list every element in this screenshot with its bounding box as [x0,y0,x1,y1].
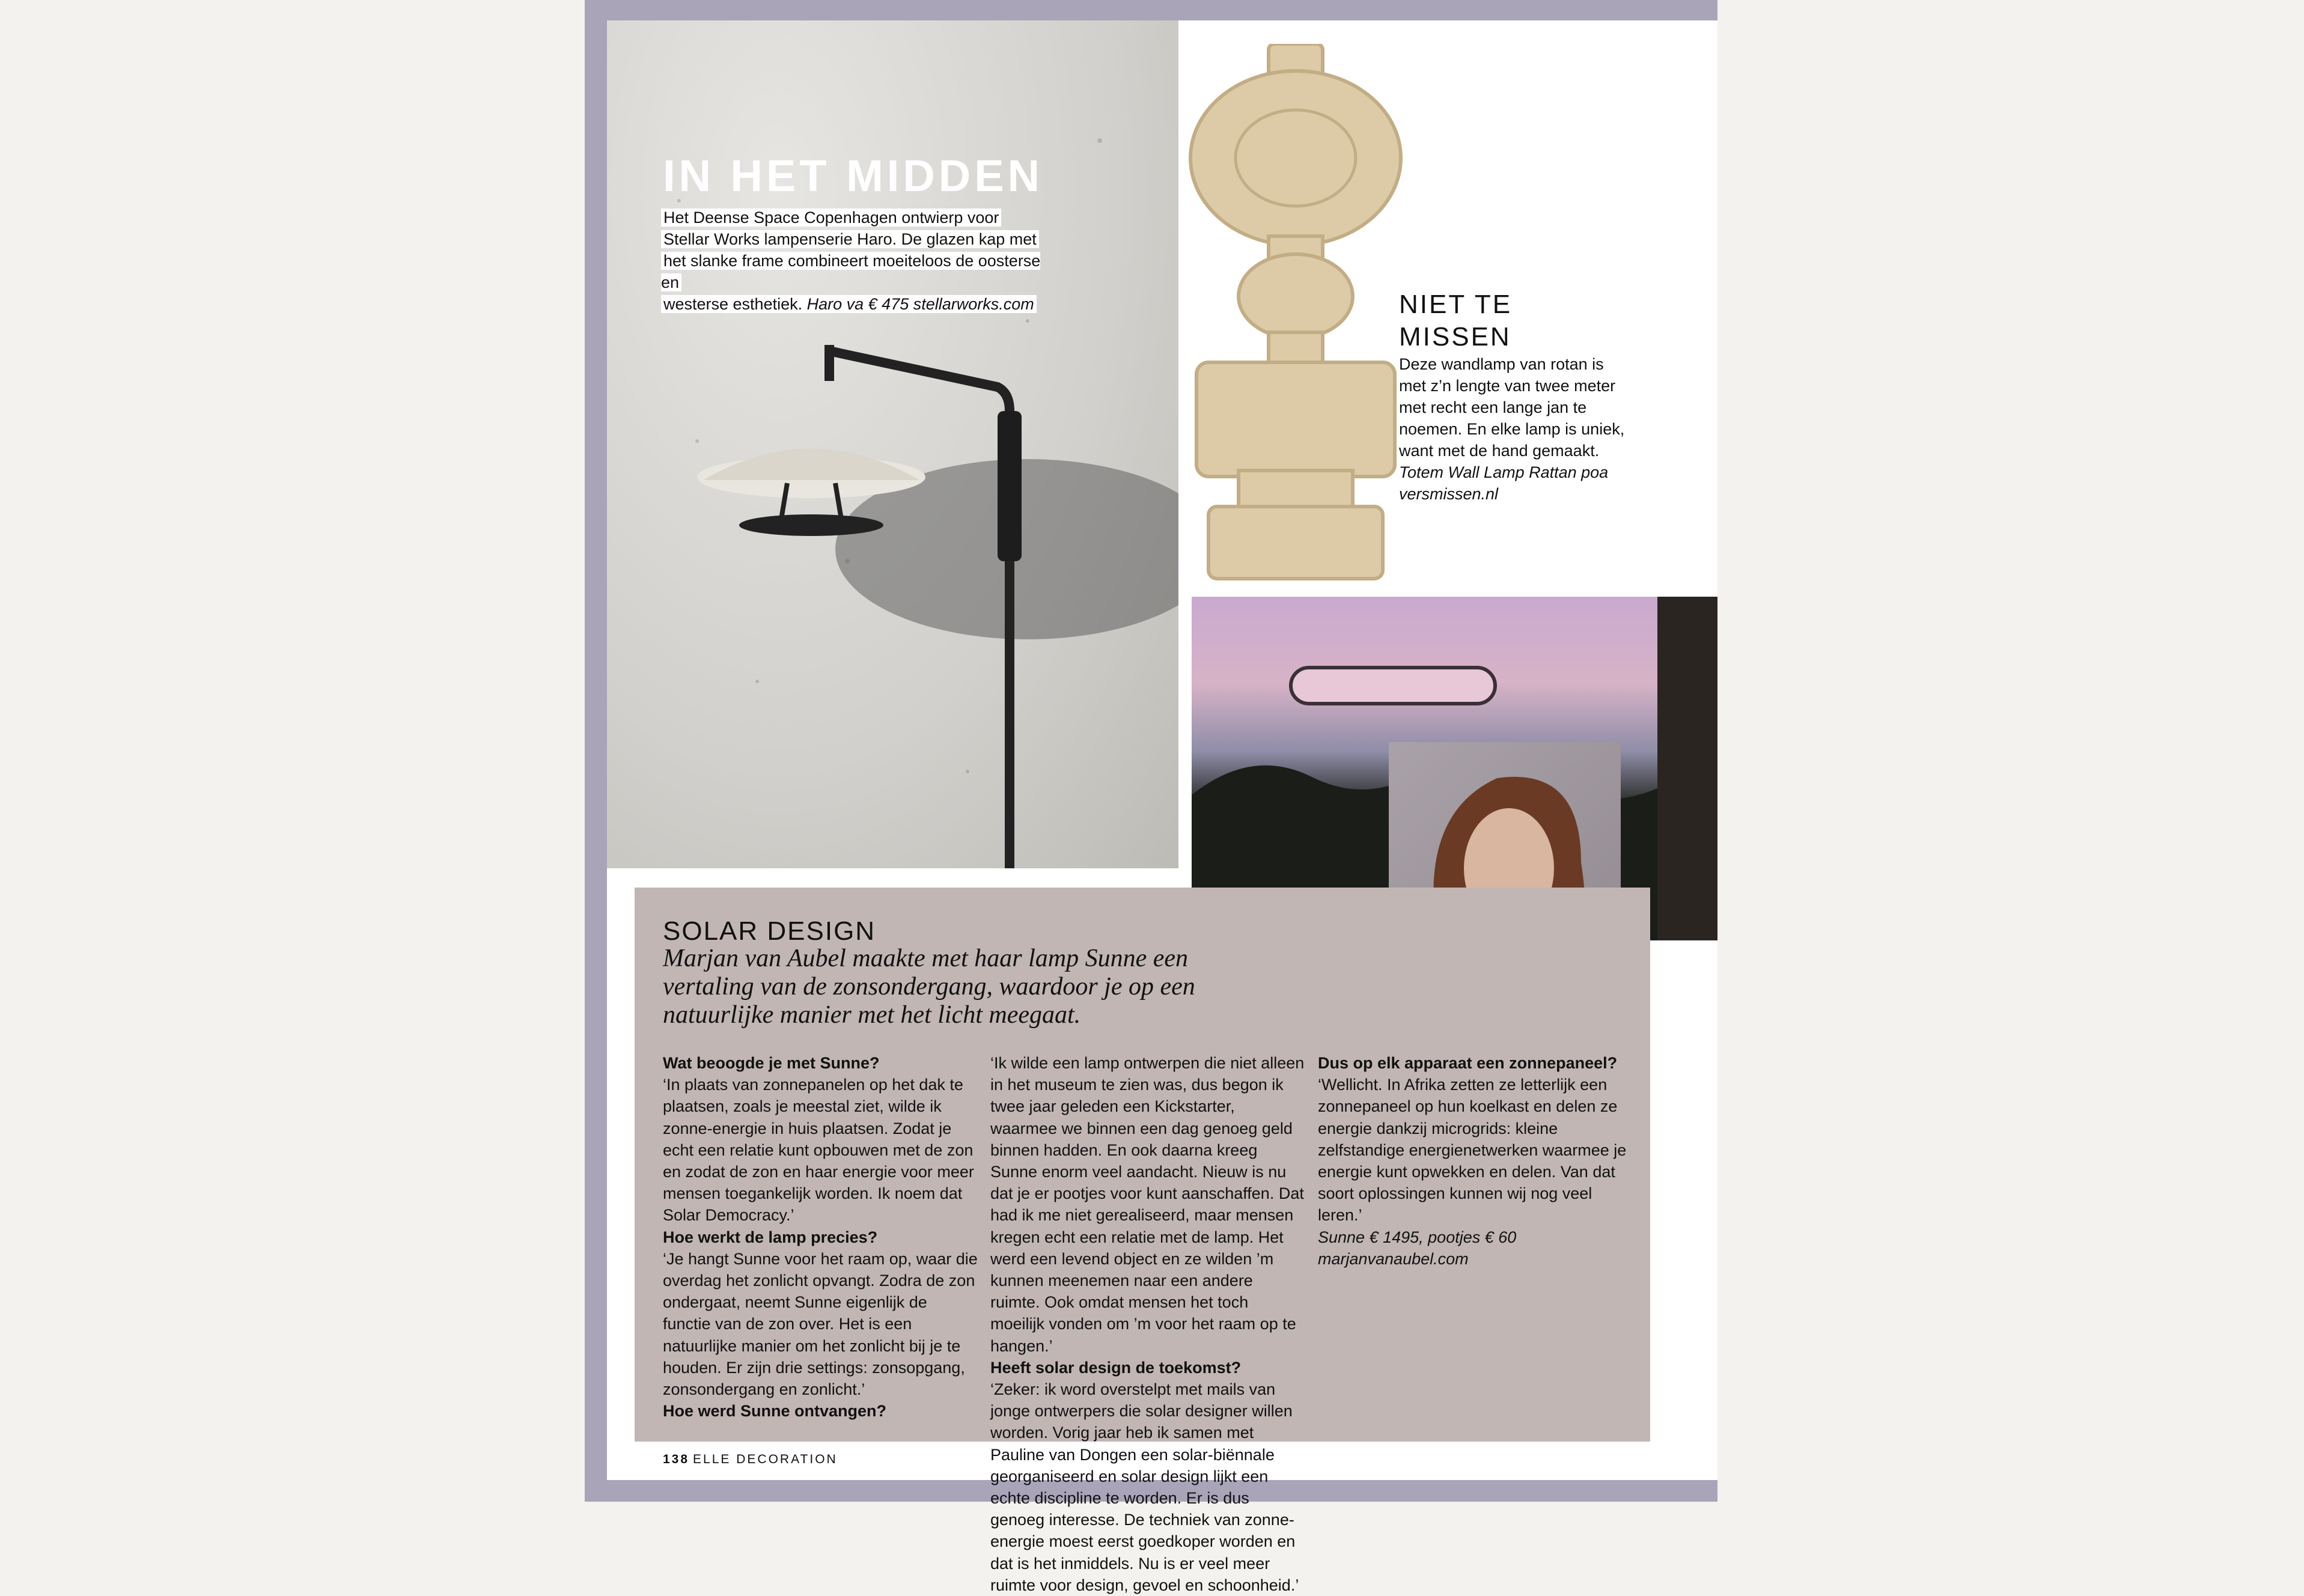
niet-te-missen-credit: Totem Wall Lamp Rattan poa versmissen.nl [1399,463,1609,503]
rattan-totem-lamp-photo [1184,44,1407,585]
answer: ‘Wellicht. In Afrika zetten ze letterlijk een zonnepaneel op hun koelkast en delen ze energie dankzij microgrids: kleine zelfstandige energienetwerken waarmee je energie kunt opwekken en delen. Van dat soort oplossingen kunnen wij nog veel leren.’ [1318,1076,1627,1225]
caption-line: het slanke frame combineert moeiteloos de oosterse en [661,252,1041,291]
haro-caption [661,207,1046,315]
magazine-page [585,0,1717,1594]
page-number: 138 [663,1452,690,1466]
sunne-price-credit: Sunne € 1495, pootjes € 60 [1318,1228,1517,1246]
section-title-in-het-midden: IN HET MIDDEN [663,151,1043,201]
caption-line: Stellar Works lampenserie Haro. De glazen kap met [661,230,1039,248]
answer: ‘Ik wilde een lamp ontwerpen die niet alleen in het museum te zien was, dus begon ik twee jaar geleden een Kickstarter, waarmee we binnen een dag genoeg geld binnen hadden. En ook daarna kreeg Sunne enorm veel aandacht. Nieuw is nu dat je er pootjes voor kunt aanschaffen. Dat had ik me niet gerealiseerd, maar mensen kregen echt een relatie met de lamp. Het werd een levend object en ze wilden ’m kunnen meenemen naar een andere ruimte. Ook omdat mensen het toch moeilijk vonden om ’m voor het raam op te hangen.’ [990,1054,1305,1355]
solar-design-intro: Marjan van Aubel maakte met haar lamp Sunne een vertaling van de zonsondergang, waardoor je op een natuurlijke manier met het licht meegaat. [663,945,1195,1029]
article-column-3 [1318,1052,1633,1270]
page-border-top [585,0,1717,20]
niet-te-missen-block [1399,288,1627,505]
question: Heeft solar design de toekomst? [990,1358,1242,1377]
question: Wat beoogde je met Sunne? [663,1054,880,1072]
page-footer [663,1452,838,1467]
wall-lamp-photo [607,20,1178,868]
question: Hoe werd Sunne ontvangen? [663,1402,887,1421]
sunne-website-credit: marjanvanaubel.com [1318,1249,1469,1268]
answer: ‘Zeker: ik word overstelpt met mails van jonge ontwerpers die solar designer willen worden. Vorig jaar heb ik samen met Pauline van Dongen een solar-biënnale georganiseerd en solar design lijkt een echte discipline te worden. Er is dus genoeg interesse. De techniek van zonne-energie moest eerst goedkoper worden en dat is het inmiddels. Nu is er veel meer ruimte voor design, gevoel en schoonheid.’ [990,1380,1299,1594]
magazine-name: ELLE DECORATION [693,1452,838,1466]
page-border-left [585,0,607,1502]
answer: ‘Je hangt Sunne voor het raam op, waar die overdag het zonlicht opvangt. Zodra de zon ondergaat, neemt Sunne eigenlijk de functie van de zon over. Het is een natuurlijke manier om het zonlicht bij je te houden. Er zijn drie settings: zonsopgang, zonsondergang en zonlicht.’ [663,1249,978,1399]
question: Dus op elk apparaat een zonnepaneel? [1318,1054,1618,1072]
solar-design-kicker: SOLAR DESIGN [663,916,876,946]
question: Hoe werkt de lamp precies? [663,1228,878,1246]
haro-credit: Haro va € 475 stellarworks.com [806,295,1034,313]
article-column-1 [663,1052,978,1422]
article-column-2 [990,1052,1306,1596]
section-title-niet-te-missen: NIET TE MISSEN [1399,290,1513,352]
caption-line: westerse esthetiek. [663,295,803,313]
caption-line: Het Deense Space Copenhagen ontwierp voor [661,209,1001,227]
niet-te-missen-body: Deze wandlamp van rotan is met z’n lengte van twee meter met recht een lange jan te noemen. En elke lamp is uniek, want met de hand gemaakt. [1399,355,1625,460]
answer: ‘In plaats van zonnepanelen op het dak te plaatsen, zoals je meestal ziet, wilde ik zonne-energie in huis plaatsen. Zodat je echt een relatie kunt opbouwen met de zon en zodat de zon en haar energie voor meer mensen toegankelijk worden. Ik noem dat Solar Democracy.’ [663,1076,974,1225]
